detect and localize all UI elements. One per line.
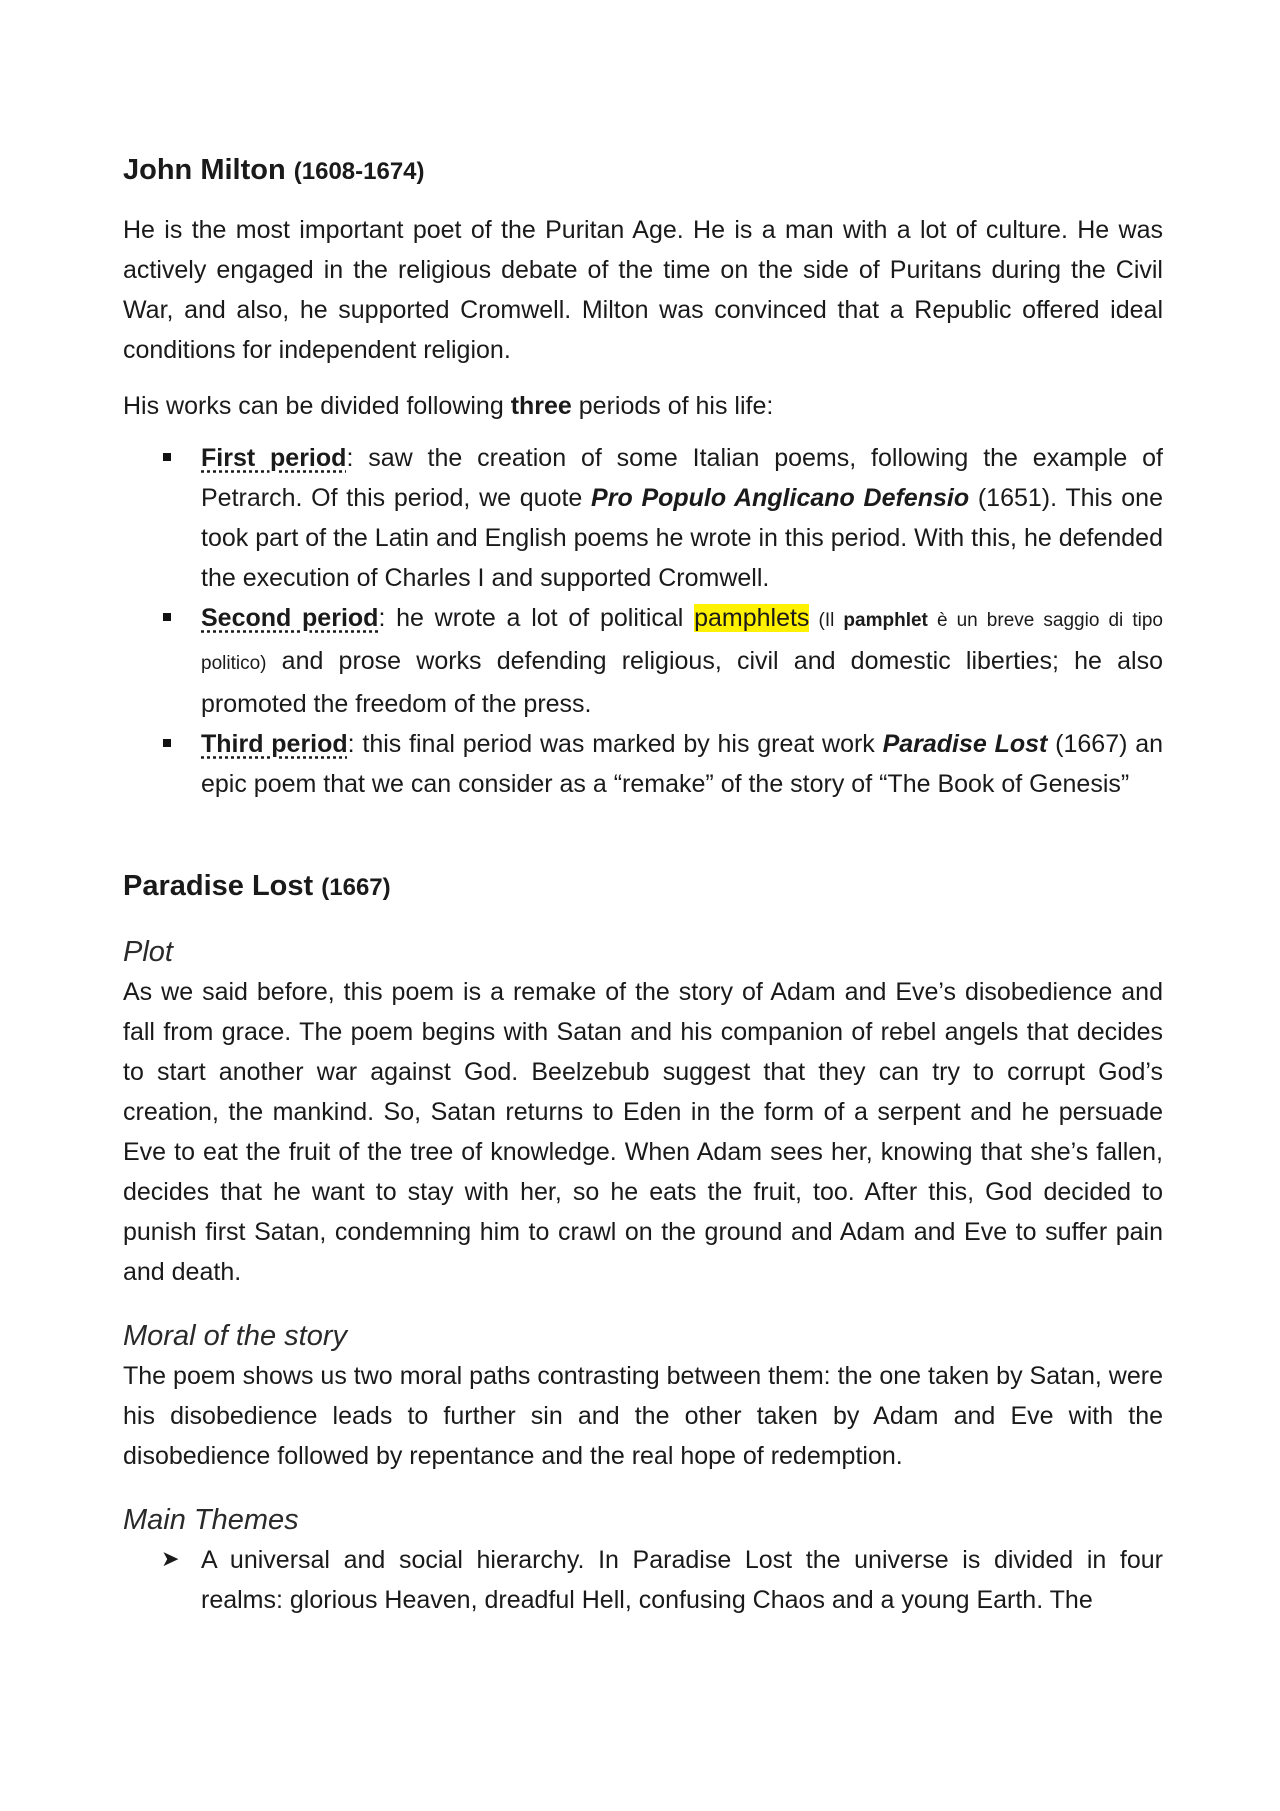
milton-name: John Milton (123, 154, 286, 186)
milton-years: (1608-1674) (293, 158, 425, 185)
work-title: Pro Populo Anglicano Defensio (591, 484, 970, 512)
moral-paragraph: The poem shows us two moral paths contrasting between them: the one taken by Satan, were his disobedience leads to further sin and the other taken by Adam and Eve with the disobedience followed by repentance and the real hope of redemption. (123, 1362, 1163, 1470)
first-period-term: First period (201, 444, 347, 472)
list-item-third-period: Third period: this final period was marked by his great work Paradise Lost (1667) an epic poem that we can consider as a “remake” of the story of “The Book of Genesis” (123, 724, 1163, 804)
list-item: ➤ A universal and social hierarchy. In Paradise Lost the universe is divided in four realms: glorious Heaven, dreadful Hell, confusing Chaos and a young Earth. The (123, 1540, 1163, 1620)
list-item-second-period: Second period: he wrote a lot of political pamphlets (Il pamphlet è un breve saggio di tipo politico) and prose works defending religious, civil and domestic liberties; he also promoted the freedom of the press. (123, 598, 1163, 724)
paradise-title: Paradise Lost (123, 870, 314, 902)
document-page (123, 150, 1163, 1620)
periods-intro-paragraph: His works can be divided following three periods of his life: (123, 392, 774, 420)
work-title: Paradise Lost (882, 730, 1048, 758)
moral-heading: Moral of the story (123, 1320, 348, 1352)
themes-list (123, 1540, 1163, 1620)
milton-intro-paragraph: He is the most important poet of the Puritan Age. He is a man with a lot of culture. He was actively engaged in the religious debate of the time on the side of Puritans during the Civil War, and also, he supported Cromwell. Milton was convinced that a Republic offered ideal conditions for independent religion. (123, 216, 1163, 364)
milton-heading (123, 150, 1163, 192)
list-item-first-period: First period: saw the creation of some Italian poems, following the example of Petrarch. Of this period, we quote Pro Populo Anglicano Defensio (1651). This one took part of the Latin and English poems he wrote in this period. With this, he defended the execution of Charles I and supported Cromwell. (123, 438, 1163, 598)
three-bold: three (510, 392, 572, 420)
second-period-term: Second period (201, 604, 379, 632)
themes-heading: Main Themes (123, 1504, 299, 1536)
translation-note: (Il pamphlet è un breve saggio di tipo politico) (201, 610, 1163, 674)
paradise-lost-heading (123, 866, 1163, 908)
plot-paragraph: As we said before, this poem is a remake of the story of Adam and Eve’s disobedience and fall from grace. The poem begins with Satan and his companion of rebel angels that decides to start another war against God. Beelzebub suggest that they can try to corrupt God’s creation, the mankind. So, Satan returns to Eden in the form of a serpent and he persuade Eve to eat the fruit of the tree of knowledge. When Adam sees her, knowing that she’s fallen, decides that he want to stay with her, so he eats the fruit, too. After this, God decided to punish first Satan, condemning him to crawl on the ground and Adam and Eve to suffer pain and death. (123, 978, 1163, 1286)
highlighted-word: pamphlets (694, 604, 810, 632)
paradise-year: (1667) (321, 874, 391, 901)
third-period-term: Third period (201, 730, 348, 758)
plot-heading: Plot (123, 936, 173, 968)
periods-list (123, 438, 1163, 804)
